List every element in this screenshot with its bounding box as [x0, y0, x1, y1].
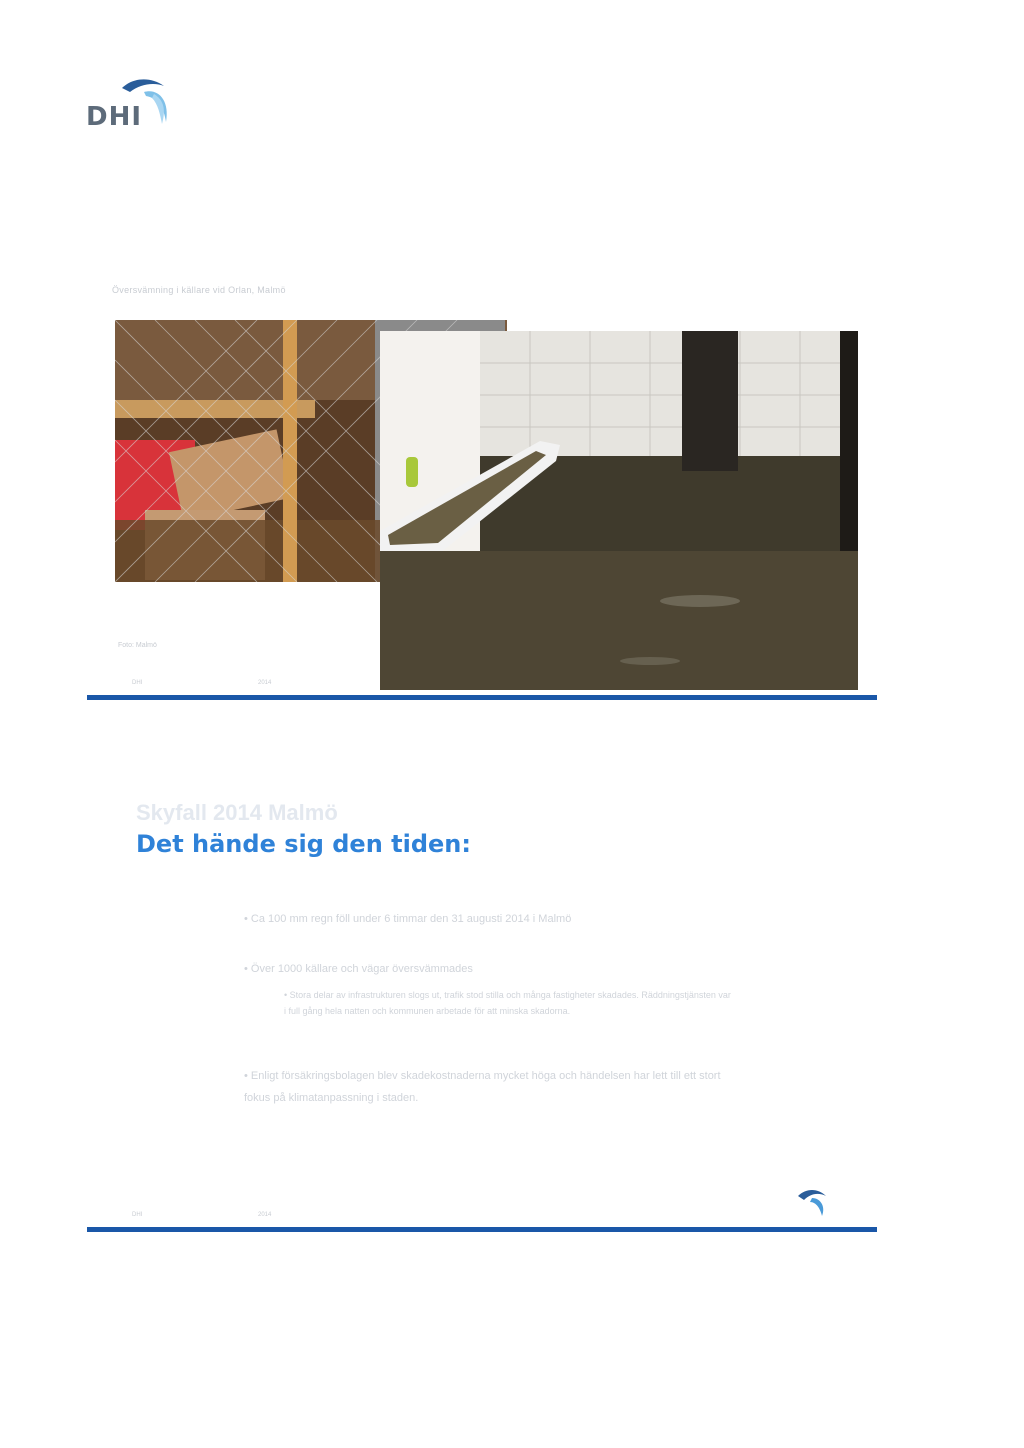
bullet-text: Enligt försäkringsbolagen blev skadekostnaderna mycket höga och händelsen har lett till ett stort fokus på klimatanpassning i staden.	[244, 1070, 721, 1104]
slide-footer-date: 2014	[258, 680, 272, 686]
bullet-item: • Enligt försäkringsbolagen blev skadekostnaderna mycket höga och händelsen har lett till ett stort fokus på klimatanpassning i staden.	[244, 1070, 721, 1104]
slide-footer-date: 2014	[258, 1212, 272, 1218]
slide-footer-left: DHI	[132, 1212, 143, 1218]
slide-divider	[87, 1227, 877, 1232]
slide-title: Det hände sig den tiden:	[136, 830, 471, 858]
logo-text: DHI	[86, 102, 143, 132]
slide-footer-left: DHI	[132, 680, 143, 686]
slide-subtitle: Skyfall 2014 Malmö	[136, 800, 338, 825]
dhi-swoosh-icon	[796, 1186, 828, 1218]
slide-divider	[87, 695, 877, 700]
photo-credit: Foto: Malmö	[118, 642, 157, 649]
bullet-text: Över 1000 källare och vägar översvämmades	[250, 963, 473, 975]
slide-caption: Översvämning i källare vid Orlan, Malmö	[112, 285, 286, 295]
bullet-item: • Ca 100 mm regn föll under 6 timmar den 31 augusti 2014 i Malmö	[244, 913, 572, 925]
bullet-item: • Över 1000 källare och vägar översvämmades	[244, 963, 473, 975]
sub-bullet-text: Stora delar av infrastrukturen slogs ut, trafik stod stilla och många fastigheter skadades. Räddningstjänsten var i full gång hela natten och kommunen arbetade för att minska skadorna.	[284, 990, 731, 1016]
sub-bullet-item: • Stora delar av infrastrukturen slogs ut, trafik stod stilla och många fastigheter skadades. Räddningstjänsten var i full gång hela natten och kommunen arbetade för att minska skadorna.	[284, 990, 731, 1016]
flooded-bathroom-photo	[380, 331, 858, 690]
dhi-logo	[84, 74, 174, 130]
bullet-text: Ca 100 mm regn föll under 6 timmar den 31 augusti 2014 i Malmö	[250, 913, 572, 925]
